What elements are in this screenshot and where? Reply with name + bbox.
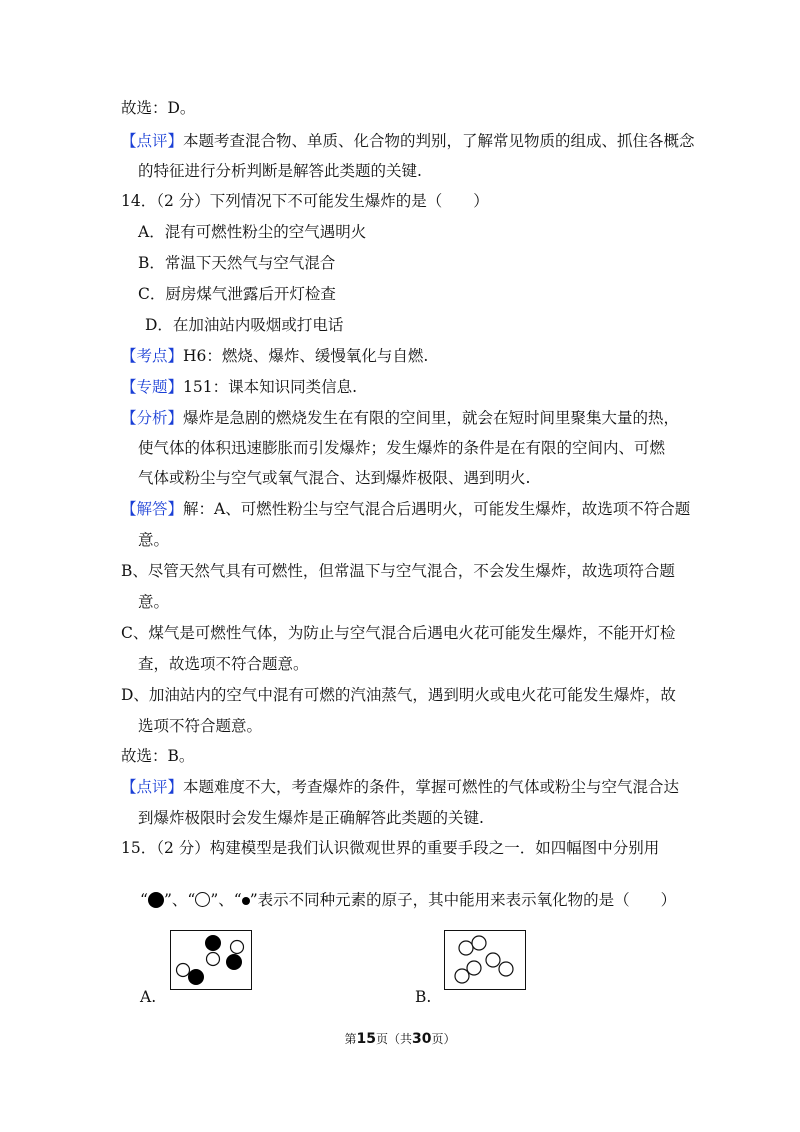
q14-fenxi-line-3: 气体或粉尘与空气或氧气混合、达到爆炸极限、遇到明火. (138, 469, 531, 487)
q14-kaodian-tag: 【考点】 (121, 347, 184, 365)
white-atom-icon (195, 892, 210, 907)
q15-stem-line-1: 15．（2 分）构建模型是我们认识微观世界的重要手段之一．如四幅图中分别用 (121, 839, 660, 857)
figure-b-box (444, 930, 526, 990)
open-quote: “ (187, 891, 196, 909)
white-atom (499, 962, 513, 976)
black-atom (205, 935, 221, 951)
black-atom (226, 954, 242, 970)
footer-suffix: 页） (431, 1032, 456, 1046)
q13-answer: 故选：D。 (121, 99, 196, 117)
total-pages: 30 (412, 1031, 432, 1047)
figure-b-molecules-diagram (445, 931, 525, 989)
footer-middle: 页（共 (375, 1032, 412, 1046)
separator: 、 (171, 891, 188, 909)
q14-jieda-line-1 (121, 499, 690, 519)
footer-prefix: 第 (344, 1032, 357, 1046)
white-atom (472, 936, 486, 950)
close-quote: ” (210, 891, 219, 909)
open-quote: “ (233, 891, 242, 909)
figure-b-label: B. (415, 988, 432, 1006)
q14-jieda-text-a1: 解：A、可燃性粉尘与空气混合后遇明火，可能发生爆炸，故选项不符合题 (183, 500, 691, 518)
q13-comment-line-1 (121, 131, 695, 151)
small-black-atom-icon (242, 897, 250, 905)
white-atom (177, 964, 190, 977)
q15-stem-text-2: 表示不同种元素的原子，其中能用来表示氧化物的是（ ） (257, 891, 677, 909)
q14-option-d: D．在加油站内吸烟或打电话 (145, 316, 344, 334)
q14-kaodian (121, 346, 428, 366)
figure-a-molecules-diagram (171, 931, 251, 989)
q14-fenxi-line-1 (121, 408, 679, 428)
q14-option-b: B．常温下天然气与空气混合 (138, 254, 336, 272)
black-atom (188, 969, 204, 985)
white-atom (455, 969, 469, 983)
q14-comment-tag: 【点评】 (121, 778, 184, 796)
q14-answer: 故选：B。 (121, 747, 195, 765)
q13-comment-tag: 【点评】 (121, 132, 184, 150)
q14-jieda-b1: B、尽管天然气具有可燃性，但常温下与空气混合，不会发生爆炸，故选项符合题 (121, 562, 675, 580)
q14-fenxi-text-1: 爆炸是急剧的燃烧发生在有限的空间里，就会在短时间里聚集大量的热， (183, 409, 680, 427)
q14-jieda-c1: C、煤气是可燃性气体，为防止与空气混合后遇电火花可能发生爆炸，不能开灯检 (121, 624, 676, 642)
q14-comment-line-1 (121, 777, 679, 797)
white-atom (459, 941, 473, 955)
close-quote: ” (249, 891, 258, 909)
q14-zhuanti-tag: 【专题】 (121, 378, 184, 396)
q14-jieda-b2: 意。 (138, 593, 170, 611)
white-atom (486, 953, 500, 967)
q14-jieda-c2: 查，故选项不符合题意。 (138, 655, 309, 673)
q14-jieda-d1: D、加油站内的空气中混有可燃的汽油蒸气，遇到明火或电火花可能发生爆炸，故 (121, 686, 676, 704)
q14-comment-text-1: 本题难度不大，考查爆炸的条件，掌握可燃性的气体或粉尘与空气混合达 (183, 778, 680, 796)
q13-comment-line-2: 的特征进行分析判断是解答此类题的关键. (138, 162, 422, 180)
q14-stem: 14．（2 分）下列情况下不可能发生爆炸的是（ ） (121, 192, 489, 210)
q14-option-a: A．混有可燃性粉尘的空气遇明火 (138, 223, 367, 241)
q14-kaodian-text: H6：燃烧、爆炸、缓慢氧化与自燃. (183, 347, 429, 365)
white-atom (231, 941, 244, 954)
white-atom (467, 961, 481, 975)
q14-fenxi-tag: 【分析】 (121, 409, 184, 427)
q14-option-c: C．厨房煤气泄露后开灯检查 (138, 285, 336, 303)
page-footer (0, 1030, 800, 1047)
q14-zhuanti-text: 151：课本知识同类信息. (183, 378, 358, 396)
open-quote: “ (140, 891, 148, 909)
q14-zhuanti (121, 377, 357, 397)
q14-jieda-d2: 选项不符合题意。 (138, 717, 263, 735)
separator: 、 (218, 891, 234, 909)
page-number: 15 (356, 1031, 376, 1047)
white-atom (207, 953, 220, 966)
figure-a-label: A. (140, 988, 157, 1006)
q13-comment-text-1: 本题考查混合物、单质、化合物的判别，了解常见物质的组成、抓住各概念 (183, 132, 695, 150)
q14-jieda-tag: 【解答】 (121, 500, 184, 518)
q15-stem-line-2 (140, 890, 676, 910)
q14-comment-line-2: 到爆炸极限时会发生爆炸是正确解答此类题的关键. (138, 809, 484, 827)
figure-a-box (170, 930, 252, 990)
large-black-atom-icon (148, 892, 164, 908)
close-quote: ” (163, 891, 172, 909)
q14-jieda-a2: 意。 (138, 531, 170, 549)
q14-fenxi-line-2: 使气体的体积迅速膨胀而引发爆炸；发生爆炸的条件是在有限的空间内、可燃 (138, 439, 666, 457)
